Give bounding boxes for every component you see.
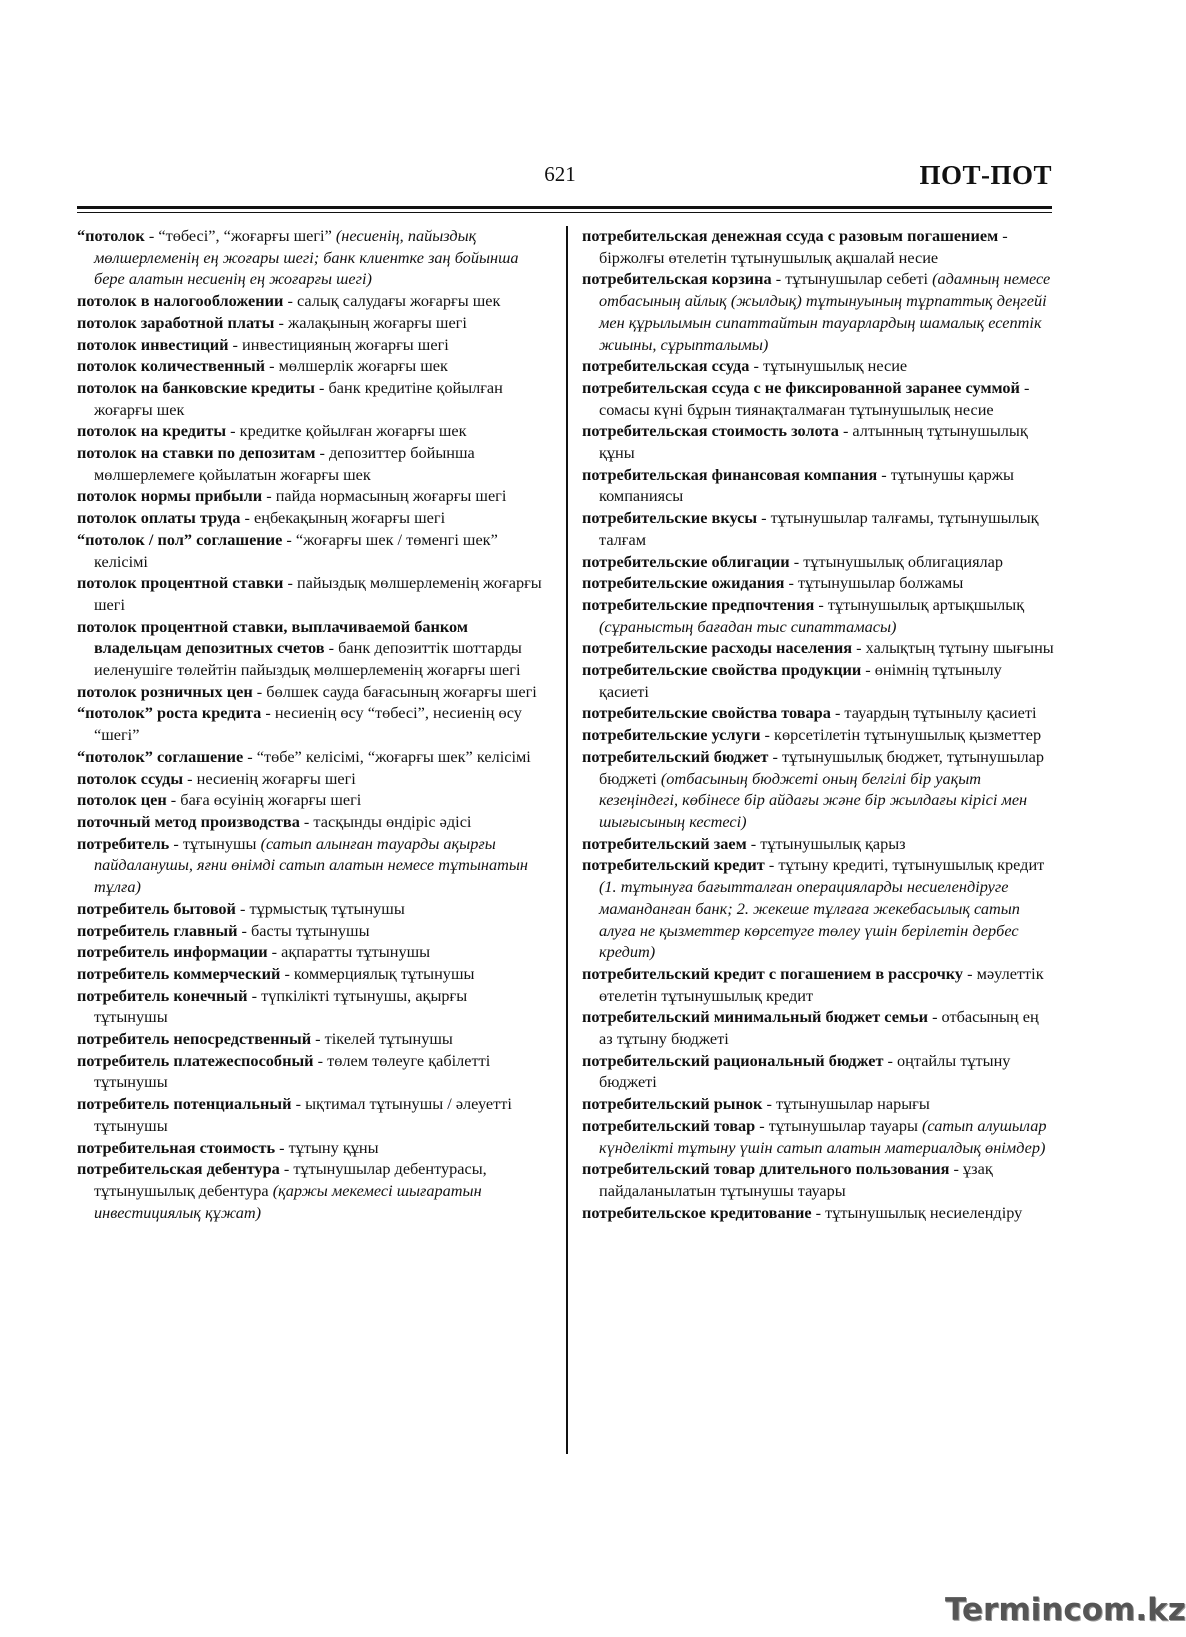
dictionary-entry	[582, 225, 1054, 268]
entry-definition: - тұтыну кредиті, тұтынушылық кредит	[764, 855, 1045, 875]
entry-term: потребительская стоимость золота	[582, 421, 839, 441]
dictionary-entry	[582, 1158, 1054, 1201]
dictionary-entry	[582, 854, 1054, 963]
dictionary-entry	[77, 572, 542, 615]
entry-definition: - алтынның тұтынушылық құны	[599, 421, 1028, 463]
entry-term: потолок нормы прибыли	[77, 486, 263, 506]
entry-term: поточный метод производства	[77, 811, 300, 831]
entry-definition: - несиенің өсу “төбесі”, несиенің өсу “шегі”	[94, 703, 522, 745]
entry-term: потолок цен	[77, 790, 167, 810]
entry-term: потребительские свойства продукции	[582, 660, 862, 680]
entry-definition: - тасқынды өндіріс әдісі	[299, 811, 472, 831]
entry-definition: - ақпаратты тұтынушы	[267, 942, 431, 962]
entry-note: (1. тұтынуға бағытталған операцияларды несиелендіруге маманданған банк; 2. жекеше тұлғаға жекебасылық сатып алуға не қызметтер көрсетуге төлеу үшін берілетін дербес кредит)	[599, 877, 1020, 962]
entry-term: потолок инвестиций	[77, 334, 229, 354]
entry-definition: - басты тұтынушы	[237, 920, 370, 940]
entry-definition: - ықтимал тұтынушы / әлеуетті тұтынушы	[94, 1094, 512, 1135]
entry-note: (сатып алынған тауарды ақырғы пайдаланушы, яғни өнімді сатып алатын немесе тұтынатын тұлға)	[94, 833, 528, 897]
dictionary-entry	[77, 702, 542, 745]
dictionary-entry	[77, 355, 542, 377]
entry-definition: - өнімнің тұтынылу қасиеті	[599, 660, 1002, 701]
entry-term: потребительский кредит	[582, 855, 765, 875]
entry-term: потребительские вкусы	[582, 508, 758, 528]
entry-definition: - халықтың тұтыну шығыны	[852, 638, 1054, 658]
entry-definition: - оңтайлы тұтыну бюджеті	[599, 1050, 1011, 1092]
entry-definition: - “жоғарғы шек / төменгі шек” келісімі	[94, 529, 498, 571]
dictionary-entry	[77, 811, 542, 833]
entry-definition: - баға өсуінің жоғарғы шегі	[166, 790, 362, 810]
dictionary-entry	[77, 963, 542, 985]
entry-definition: - тұтынушылар талғамы, тұтынушылық талғам	[599, 508, 1039, 549]
entry-note: (қаржы мекемесі шығаратын инвестициялық құжат)	[94, 1180, 482, 1222]
entry-definition: - отбасының ең аз тұтыну бюджеті	[599, 1007, 1039, 1049]
dictionary-entry	[582, 1050, 1054, 1093]
entry-term: потолок оплаты труда	[77, 508, 241, 528]
entry-term: потребительский минимальный бюджет семьи	[582, 1007, 928, 1027]
entry-definition: - жалақының жоғарғы шегі	[274, 312, 467, 332]
entry-definition: - еңбекақының жоғарғы шегі	[240, 508, 446, 528]
entry-definition: - банк кредитіне қойылған жоғарғы шек	[94, 377, 503, 419]
entry-note: (сатып алушылар күнделікті тұтыну үшін сатып алатын материалдық өнімдер)	[599, 1115, 1047, 1157]
entry-term: потребитель платежеспособный	[77, 1050, 314, 1070]
entry-note: (сұраныстың бағадан тыс сипаттамасы)	[599, 616, 897, 636]
entry-definition: - кредитке қойылған жоғарғы шек	[226, 421, 467, 441]
entry-definition: - тұтынушылық несие	[749, 356, 908, 376]
entry-definition: - тұтынушылар нарығы	[762, 1094, 930, 1114]
entry-definition: - тұтыну құны	[275, 1137, 379, 1157]
dictionary-entry	[77, 1028, 542, 1050]
dictionary-entry	[582, 420, 1054, 463]
entry-term: потолок на банковские кредиты	[77, 377, 315, 397]
dictionary-entry	[77, 985, 542, 1028]
entry-definition: - тұтынушылық қарыз	[746, 833, 906, 853]
dictionary-entry	[582, 1115, 1054, 1158]
entry-definition: - біржолғы өтелетін тұтынушылық ақшалай несие	[599, 226, 1008, 267]
dictionary-entry	[77, 312, 542, 334]
entry-term: потребительная стоимость	[77, 1137, 276, 1157]
entry-term: потребительская ссуда с не фиксированной заранее суммой	[582, 377, 1020, 397]
entry-definition: - тұрмыстық тұтынушы	[235, 898, 405, 918]
entry-term: потолок заработной платы	[77, 312, 275, 332]
entry-definition: - тұтынушы қаржы компаниясы	[599, 464, 1014, 506]
entry-term: “потолок	[77, 226, 145, 245]
dictionary-entry	[77, 290, 542, 312]
header-rule-thin	[77, 212, 1052, 213]
section-heading: ПОТ-ПОТ	[919, 160, 1052, 190]
entry-definition: - тұтынушылық облигациялар	[789, 551, 1004, 571]
entry-term: потолок розничных цен	[77, 681, 253, 701]
entry-term: потребитель конечный	[77, 985, 248, 1005]
entry-term: “потолок” роста кредита	[77, 703, 262, 723]
entry-definition: - пайда нормасының жоғарғы шегі	[262, 486, 507, 506]
entry-definition: - инвестицияның жоғарғы шегі	[228, 334, 449, 354]
dictionary-entry	[77, 789, 542, 811]
dictionary-entry	[582, 355, 1054, 377]
dictionary-entry	[582, 1202, 1054, 1224]
entry-term: потребительский рынок	[582, 1094, 763, 1114]
dictionary-entry	[77, 833, 542, 898]
dictionary-entry	[582, 724, 1054, 746]
entry-term: потребительский товар длительного пользования	[582, 1159, 950, 1179]
entry-definition: - сомасы күні бұрын тиянақталмаған тұтынушылық несие	[599, 377, 1030, 419]
dictionary-entry	[582, 833, 1054, 855]
entry-definition: - салық салудағы жоғарғы шек	[283, 291, 501, 311]
dictionary-entry	[582, 572, 1054, 594]
dictionary-entry	[582, 377, 1054, 420]
entry-definition: - тұтынушылық артықшылық	[814, 594, 1025, 614]
dictionary-entry	[582, 746, 1054, 833]
dictionary-entry	[77, 485, 542, 507]
page-number: 621	[544, 162, 576, 186]
entry-definition: - тұтынушылық бюджет, тұтынушылар бюджеті	[599, 746, 1044, 788]
entry-definition: - тауардың тұтынылу қасиеті	[830, 703, 1037, 723]
entry-term: потребитель бытовой	[77, 898, 236, 918]
entry-term: потолок в налогообложении	[77, 291, 284, 311]
right-column	[582, 225, 1054, 1223]
entry-term: потребитель главный	[77, 920, 238, 940]
entry-term: потолок на ставки по депозитам	[77, 443, 316, 463]
dictionary-entry	[582, 1006, 1054, 1049]
dictionary-entry	[77, 225, 542, 290]
entry-term: потребительские расходы населения	[582, 638, 853, 658]
dictionary-entry	[582, 1093, 1054, 1115]
entry-term: потребительские свойства товара	[582, 703, 831, 723]
entry-definition: - банк депозиттік шоттарды иеленушіге төлейтін пайыздық мөлшерлеменің жоғарғы шегі	[94, 638, 522, 680]
entry-definition: - несиенің жоғарғы шегі	[183, 768, 356, 788]
entry-definition: - тұтынушы	[169, 833, 261, 853]
entry-definition: - тұтынушылар дебентурасы, тұтынушылық дебентура	[94, 1159, 487, 1200]
dictionary-entry	[77, 442, 542, 485]
dictionary-entry	[77, 1158, 542, 1223]
dictionary-entry	[582, 268, 1054, 355]
dictionary-entry	[77, 941, 542, 963]
dictionary-entry	[582, 507, 1054, 550]
dictionary-entry	[77, 681, 542, 703]
entry-term: потребительский рациональный бюджет	[582, 1050, 884, 1070]
entry-term: потребитель	[77, 833, 170, 853]
entry-definition: - депозиттер бойынша мөлшерлемеге қойылатын жоғарғы шек	[94, 443, 475, 484]
dictionary-entry	[77, 1093, 542, 1136]
entry-definition: - тұтынушылар болжамы	[784, 573, 964, 593]
entry-term: “потолок / пол” соглашение	[77, 529, 283, 549]
header-rule	[77, 206, 1052, 209]
entry-term: потребитель непосредственный	[77, 1029, 312, 1049]
entry-term: потребительская корзина	[582, 269, 772, 289]
dictionary-entry	[582, 659, 1054, 702]
dictionary-entry	[77, 420, 542, 442]
dictionary-entry	[77, 377, 542, 420]
left-column	[77, 225, 542, 1223]
dictionary-entry	[582, 963, 1054, 1006]
entry-term: потребительская денежная ссуда с разовым погашением	[582, 226, 999, 245]
entry-definition: - ұзақ пайдаланылатын тұтынушы тауары	[599, 1159, 993, 1200]
entry-term: потребительская дебентура	[77, 1159, 280, 1179]
dictionary-entry	[77, 920, 542, 942]
entry-term: потребитель потенциальный	[77, 1094, 292, 1114]
entry-term: потребительские ожидания	[582, 573, 785, 593]
dictionary-entry	[582, 702, 1054, 724]
entry-term: потребительские предпочтения	[582, 594, 815, 614]
entry-term: потребительский бюджет	[582, 746, 769, 766]
dictionary-entry	[77, 616, 542, 681]
entry-term: потолок количественный	[77, 356, 266, 376]
entry-definition: - төлем төлеуге қабілетті тұтынушы	[94, 1050, 491, 1092]
entry-definition: - көрсетілетін тұтынушылық қызметтер	[760, 725, 1042, 745]
entry-note: (адамның немесе отбасының айлық (жылдық) тұтынуының тұрпаттық деңгейі мен құрылымын сипаттайтын тауарлардың шамалық есептік жиыны, сұрыпталымы)	[599, 269, 1051, 354]
entry-definition: - бөлшек сауда бағасының жоғарғы шегі	[252, 681, 537, 701]
entry-definition: - мәулеттік өтелетін тұтынушылық кредит	[599, 963, 1044, 1005]
watermark-logo: Termincom.kz	[945, 1592, 1186, 1628]
entry-term: потолок ссуды	[77, 768, 184, 788]
entry-definition: - тұтынушылар тауары	[755, 1115, 922, 1135]
entry-term: потребительская финансовая компания	[582, 464, 878, 484]
entry-note: (несиенің, пайыздық мөлшерлеменің ең жоғары шегі; банк клиентке заң бойынша бере алатын несиенің ең жоғарғы шегі)	[94, 226, 519, 289]
entry-definition: - коммерциялық тұтынушы	[280, 963, 475, 983]
entry-term: потребитель информации	[77, 942, 268, 962]
dictionary-entry	[582, 594, 1054, 637]
dictionary-entry	[77, 898, 542, 920]
dictionary-entry	[77, 1050, 542, 1093]
dictionary-entry	[77, 529, 542, 572]
dictionary-entry	[77, 334, 542, 356]
dictionary-entry	[582, 551, 1054, 573]
entry-term: потолок процентной ставки	[77, 573, 284, 593]
entry-definition: - тікелей тұтынушы	[311, 1029, 453, 1049]
dictionary-entry	[77, 746, 542, 768]
entry-definition: - тұтынушылық несиелендіру	[811, 1202, 1023, 1222]
entry-term: потребительский заем	[582, 833, 747, 853]
dictionary-entry	[77, 507, 542, 529]
entry-definition: - түпкілікті тұтынушы, ақырғы тұтынушы	[94, 985, 468, 1027]
entry-term: потребитель коммерческий	[77, 963, 281, 983]
entry-definition: - мөлшерлік жоғарғы шек	[265, 356, 448, 376]
entry-note: (отбасының бюджеті оның белгілі бір уақыт кезеңіндегі, көбінесе бір айдағы және бір жылдағы кірісі мен шығысының кестесі)	[599, 768, 1028, 831]
entry-term: потребительское кредитование	[582, 1202, 812, 1222]
dictionary-entry	[77, 768, 542, 790]
entry-term: потребительский кредит с погашением в рассрочку	[582, 963, 964, 983]
entry-definition: - пайыздық мөлшерлеменің жоғарғы шегі	[94, 573, 542, 614]
entry-term: потребительские услуги	[582, 725, 761, 745]
entry-term: потолок процентной ставки, выплачиваемой банком владельцам депозитных счетов	[77, 616, 468, 658]
entry-definition: - “төбе” келісімі, “жоғарғы шек” келісімі	[243, 746, 531, 766]
dictionary-entry	[77, 1137, 542, 1159]
entry-term: потребительские облигации	[582, 551, 790, 571]
dictionary-entry	[582, 464, 1054, 507]
column-divider	[566, 226, 568, 1454]
entry-definition: - тұтынушылар себеті	[771, 269, 933, 289]
entry-term: потребительская ссуда	[582, 356, 750, 376]
dictionary-entry	[582, 637, 1054, 659]
entry-term: “потолок” соглашение	[77, 746, 244, 766]
entry-term: потолок на кредиты	[77, 421, 227, 441]
entry-definition: - “төбесі”, “жоғарғы шегі”	[144, 226, 336, 245]
entry-term: потребительский товар	[582, 1115, 756, 1135]
